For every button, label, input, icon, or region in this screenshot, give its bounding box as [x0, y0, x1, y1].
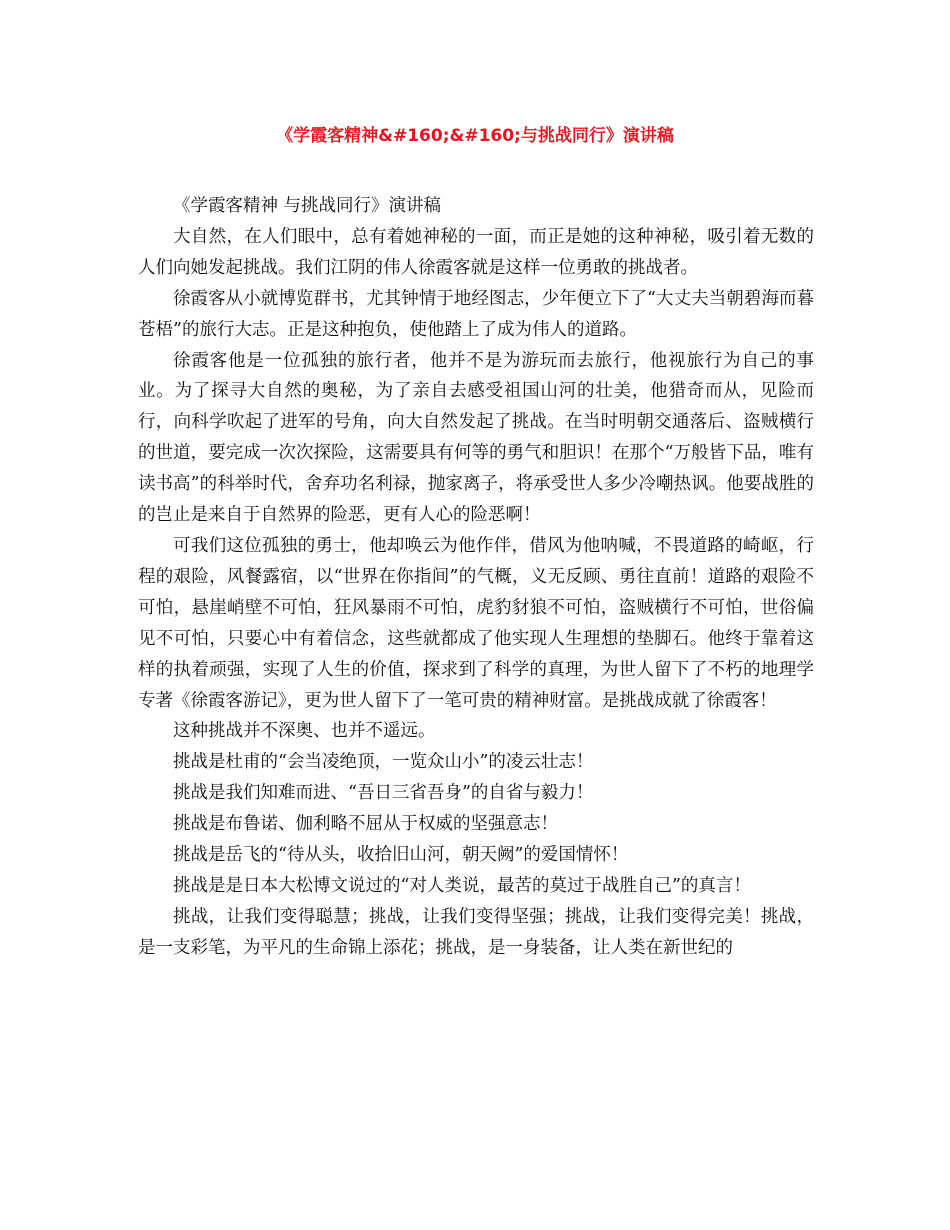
paragraph: 大自然，在人们眼中，总有着她神秘的一面，而正是她的这种神秘，吸引着无数的人们向她发起挑战。我们江阴的伟人徐霞客就是这样一位勇敢的挑战者。 — [138, 226, 814, 278]
document-body — [138, 191, 814, 964]
paragraph: 挑战是我们知难而进、“吾日三省吾身”的自省与毅力！ — [173, 783, 594, 804]
paragraph: 挑战，让我们变得聪慧；挑战，让我们变得坚强；挑战，让我们变得完美！挑战，是一支彩笔，为平凡的生命锦上添花；挑战，是一身装备，让人类在新世纪的 — [138, 906, 814, 958]
paragraph: 徐霞客他是一位孤独的旅行者，他并不是为游玩而去旅行，他视旅行为自己的事业。为了探寻大自然的奥秘，为了亲自去感受祖国山河的壮美，他猎奇而从，见险而行，向科学吹起了进军的号角，向大自然发起了挑战。在当时明朝交通落后、盗贼横行的世道，要完成一次次探险，这需要具有何等的勇气和胆识！在那个“万般皆下品，唯有读书高”的科举时代，舍弃功名利禄，抛家离子，将承受世人多少冷嘲热讽。他要战胜的的岂止是来自于自然界的险恶，更有人心的险恶啊！ — [138, 350, 814, 526]
paragraph: 可我们这位孤独的勇士，他却唤云为他作伴，借风为他呐喊，不畏道路的崎岖，行程的艰险，风餐露宿，以“世界在你指间”的气概，义无反顾、勇往直前！道路的艰险不可怕，悬崖峭壁不可怕，狂风暴雨不可怕，虎豹豺狼不可怕，盗贼横行不可怕，世俗偏见不可怕，只要心中有着信念，这些就都成了他实现人生理想的垫脚石。他终于靠着这样的执着顽强，实现了人生的价值，探求到了科学的真理，为世人留下了不朽的地理学专著《徐霞客游记》，更为世人留下了一笔可贵的精神财富。是挑战成就了徐霞客！ — [138, 535, 814, 711]
paragraph: 挑战是杜甫的“会当凌绝顶，一览众山小”的凌云壮志！ — [173, 752, 594, 773]
paragraph: 这种挑战并不深奥、也并不遥远。 — [173, 721, 436, 742]
document-title: 《学霞客精神&#160;&#160;与挑战同行》演讲稿 — [276, 126, 674, 146]
paragraph: 徐霞客从小就博览群书，尤其钟情于地经图志，少年便立下了“大丈夫当朝碧海而暮苍梧”的旅行大志。正是这种抱负，使他踏上了成为伟人的道路。 — [138, 288, 814, 340]
paragraph: 挑战是岳飞的“待从头，收拾旧山河，朝天阙”的爱国情怀！ — [173, 845, 629, 866]
paragraph: 挑战是布鲁诺、伽利略不屈从于权威的坚强意志！ — [173, 814, 558, 835]
paragraph: 挑战是是日本大松博文说过的“对人类说，最苦的莫过于战胜自己”的真言！ — [173, 875, 751, 896]
paragraph-subtitle: 《学霞客精神 与挑战同行》演讲稿 — [173, 196, 442, 216]
